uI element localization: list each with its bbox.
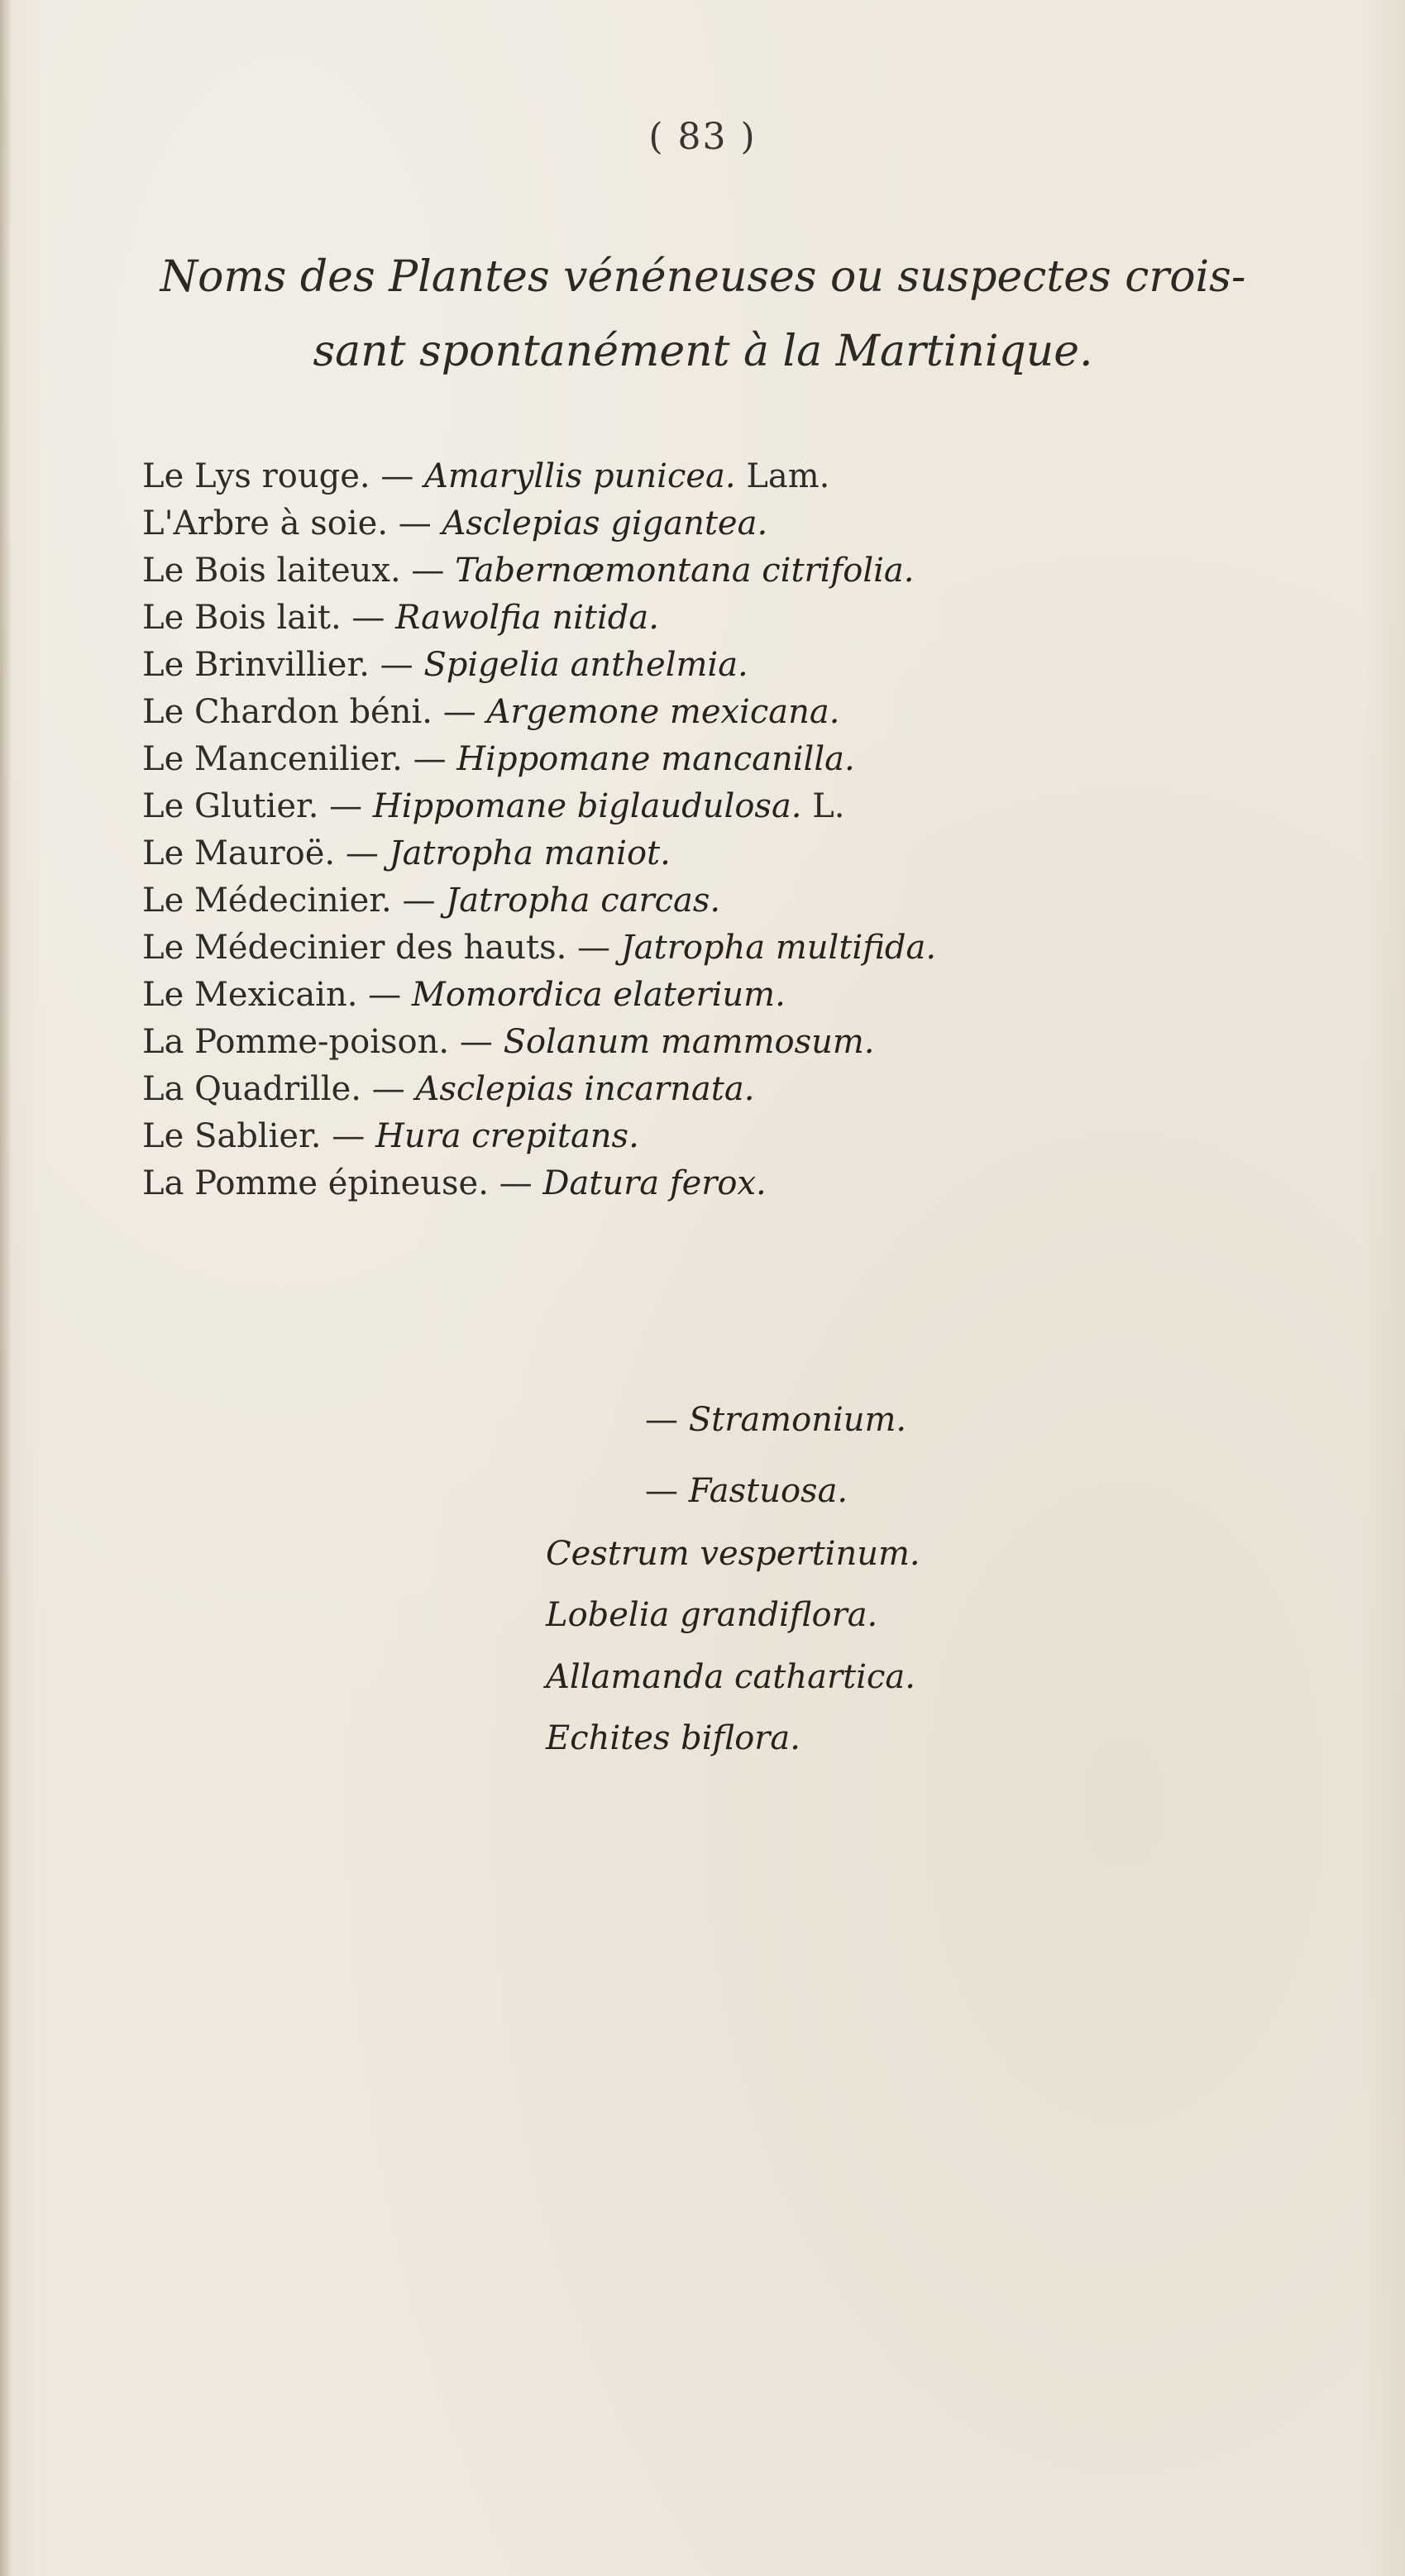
dash: —	[645, 1472, 678, 1510]
latin-name: Tabernœmontana citrifolia.	[455, 552, 915, 590]
plant-row	[142, 500, 1300, 547]
latin-name: Jatropha multifida.	[620, 929, 937, 967]
dash: —	[402, 882, 436, 920]
latin-name: Datura ferox.	[542, 1164, 767, 1202]
species-row	[546, 1715, 800, 1762]
author-abbrev: Lam.	[746, 457, 830, 495]
latin-name: Cestrum vespertinum.	[546, 1535, 920, 1573]
latin-name: Asclepias gigantea.	[442, 504, 768, 542]
latin-name: Hura crepitans.	[375, 1117, 639, 1155]
plant-row	[142, 830, 1300, 877]
species-row	[645, 1397, 906, 1444]
latin-name: Allamanda cathartica.	[546, 1658, 915, 1696]
page-number: ( 83 )	[648, 116, 757, 158]
latin-name: Spigelia anthelmia.	[423, 646, 748, 684]
common-name: Le Médecinier.	[142, 882, 392, 920]
latin-name: Echites biflora.	[546, 1719, 800, 1757]
dash: —	[332, 1117, 366, 1155]
latin-name: Rawolfia nitida.	[395, 599, 659, 637]
plant-row	[142, 453, 1300, 500]
common-name: Le Bois lait.	[142, 599, 342, 637]
common-name: Le Glutier.	[142, 787, 319, 825]
species-row	[546, 1654, 915, 1701]
latin-name: Hippomane mancanilla.	[456, 740, 855, 778]
latin-name: Asclepias incarnata.	[415, 1070, 755, 1108]
common-name: La Quadrille.	[142, 1070, 362, 1108]
latin-name: Jatropha carcas.	[446, 882, 721, 920]
plant-row	[142, 1113, 1300, 1160]
dash: —	[499, 1164, 533, 1202]
plant-row	[142, 1160, 1300, 1207]
common-name: Le Sablier.	[142, 1117, 322, 1155]
species-row	[546, 1592, 877, 1639]
latin-name: Lobelia grandiflora.	[546, 1596, 878, 1634]
common-name: Le Lys rouge.	[142, 457, 370, 495]
dash: —	[380, 646, 413, 684]
dash: —	[351, 599, 385, 637]
common-name: La Pomme épineuse.	[142, 1164, 489, 1202]
common-name: Le Mancenilier.	[142, 740, 403, 778]
author-abbrev: L.	[812, 787, 845, 825]
common-name: Le Bois laiteux.	[142, 552, 401, 590]
plant-row	[142, 689, 1300, 736]
dash: —	[459, 1023, 493, 1061]
latin-name: Jatropha maniot.	[389, 834, 671, 872]
common-name: L'Arbre à soie.	[142, 504, 389, 542]
dash: —	[645, 1401, 678, 1439]
dash: —	[345, 834, 379, 872]
plant-row	[142, 547, 1300, 595]
common-name: Le Mexicain.	[142, 976, 358, 1014]
dash: —	[329, 787, 363, 825]
common-name: Le Chardon béni.	[142, 693, 432, 731]
common-name: Le Brinvillier.	[142, 646, 370, 684]
latin-name: Amaryllis punicea.	[424, 457, 736, 495]
species-row	[546, 1531, 920, 1578]
species-row	[645, 1468, 848, 1515]
plant-row	[142, 783, 1300, 830]
plant-list	[142, 453, 1300, 1207]
plant-row	[142, 925, 1300, 972]
page-edge-shadow	[0, 0, 12, 2576]
dash: —	[442, 693, 476, 731]
dash: —	[380, 457, 414, 495]
plant-row	[142, 1019, 1300, 1066]
dash: —	[413, 740, 447, 778]
plant-row	[142, 877, 1300, 925]
dash: —	[577, 929, 611, 967]
latin-name: Momordica elaterium.	[411, 976, 786, 1014]
latin-name: Stramonium.	[688, 1401, 907, 1439]
plant-row	[142, 1066, 1300, 1113]
page-title	[99, 240, 1307, 389]
latin-name: Fastuosa.	[688, 1472, 848, 1510]
dash: —	[371, 1070, 405, 1108]
common-name: La Pomme-poison.	[142, 1023, 450, 1061]
plant-row	[142, 642, 1300, 689]
latin-name: Solanum mammosum.	[503, 1023, 875, 1061]
latin-name: Hippomane biglaudulosa.	[372, 787, 802, 825]
common-name: Le Mauroë.	[142, 834, 336, 872]
plant-row	[142, 595, 1300, 642]
common-name: Le Médecinier des hauts.	[142, 929, 567, 967]
page-title-line-1: Noms des Plantes vénéneuses ou suspectes crois-	[160, 252, 1246, 302]
latin-name: Argemone mexicana.	[486, 693, 840, 731]
dash: —	[398, 504, 432, 542]
dash: —	[411, 552, 445, 590]
page-title-line-2: sant spontanément à la Martinique.	[313, 327, 1093, 376]
plant-row	[142, 736, 1300, 783]
plant-row	[142, 972, 1300, 1019]
dash: —	[368, 976, 402, 1014]
